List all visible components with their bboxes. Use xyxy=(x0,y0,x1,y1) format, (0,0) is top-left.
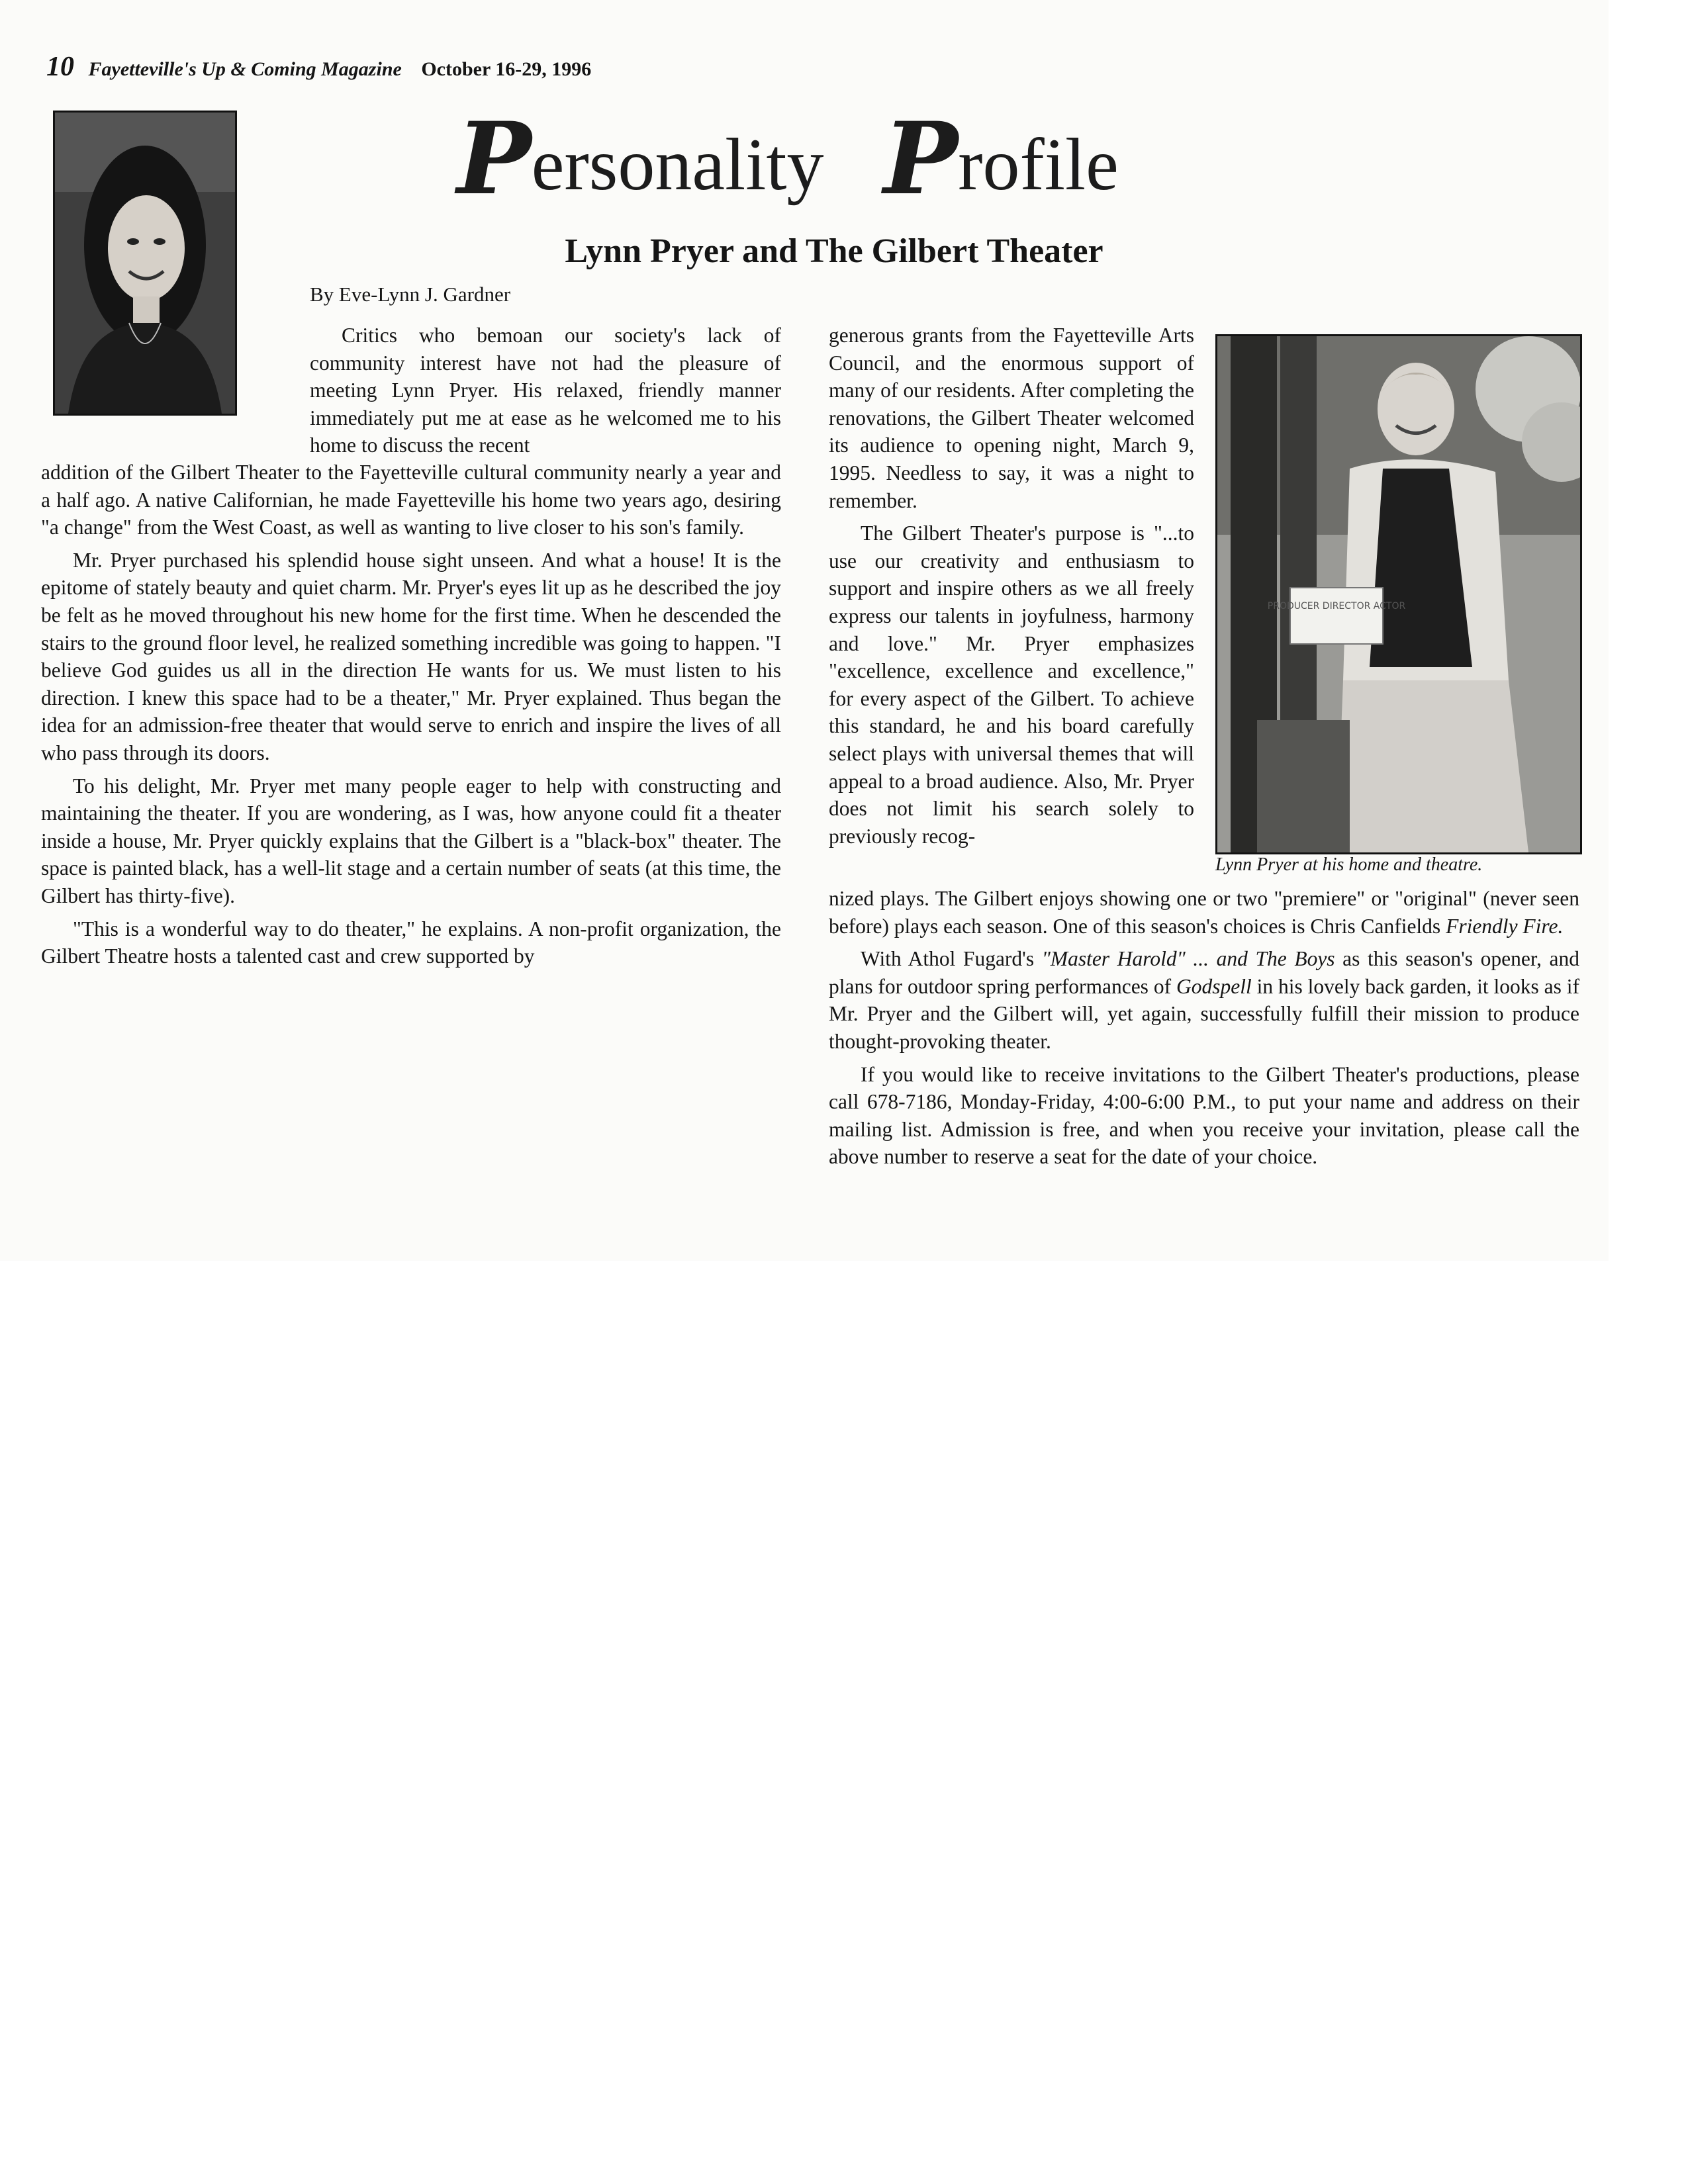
premiere-text: nized plays. The Gilbert enjoys showing one or two "premiere" or "original" (never seen before) plays each season. One of this season's choices is Chris Canfields xyxy=(829,887,1579,938)
section-title xyxy=(457,93,1211,225)
photo-caption: Lynn Pryer at his home and theatre. xyxy=(1215,854,1483,875)
season-text-c: as this season's opener, and plans for outdoor spring performances of xyxy=(829,947,1579,998)
masthead xyxy=(46,50,591,83)
issue-date: October 16-29, 1996 xyxy=(421,58,592,80)
paragraph-lead: Critics who bemoan our society's lack of community interest have not had the pleasure of meeting Lynn Pryer. His relaxed, friendly manner immediately put me at ease as he welcomed me to his home to discuss the recent xyxy=(310,324,781,457)
article-column-1 xyxy=(41,459,781,970)
paragraph-non-profit: "This is a wonderful way to do theater," he explains. A non-profit organization, the Gilbert Theatre hosts a talented cast and crew supported by xyxy=(41,917,781,968)
season-text-e: in his lovely back garden, it looks as if Mr. Pryer and the Gilbert will, yet again, successfully fulfill their mission to produce thought-provoking theater. xyxy=(829,974,1579,1053)
paragraph-lead-continued: addition of the Gilbert Theater to the Fayetteville cultural community nearly a year and a half ago. A native Californian, he made Fayetteville his home two years ago, desiring "a change" from the West Coast, as well as wanting to live closer to his son's family. xyxy=(41,461,781,539)
paragraph-premiere xyxy=(829,885,1579,940)
page-number: 10 xyxy=(46,52,74,82)
magazine-name: Fayetteville's Up & Coming Magazine xyxy=(88,58,402,80)
title-word-profile: rofile xyxy=(958,124,1119,206)
master-harold-title: "Master Harold" ... and The Boys xyxy=(1041,947,1335,971)
season-text-a: With Athol Fugard's xyxy=(861,947,1035,971)
sign-text: PRODUCER DIRECTOR ACTOR xyxy=(1267,601,1406,612)
paragraph-grants: generous grants from the Fayetteville Arts Council, and the enormous support of many of our residents. After completing the renovations, the Gilbert Theater welcomed its audience to opening night, March 9, 1995. Needless to say, it was a night to remember. xyxy=(829,324,1194,512)
article-lead-narrow xyxy=(310,322,781,459)
paragraph-house: Mr. Pryer purchased his splendid house sight unseen. And what a house! It is the epitome of stately beauty and quiet charm. Mr. Pryer's eyes lit up as he described the joy be felt as he moved throughout his new home for the first time. When he descended the stairs to the ground floor level, he realized something incredible was going to happen. "I believe God guides us all in the direction He wants for us. We must listen to his direction. I knew this space had to be a theater," Mr. Pryer explained. Thus began the idea for an admission-free theater that would serve to enrich and inspire the lives of all who pass through its doors. xyxy=(41,548,781,764)
byline: By Eve-Lynn J. Gardner xyxy=(310,283,511,306)
title-initial-p: P xyxy=(457,101,532,217)
paragraph-black-box: To his delight, Mr. Pryer met many people eager to help with constructing and maintaining the theater. If you are wondering, as I was, how anyone could fit a theater inside a house, Mr. Pryer quickly explains that the Gilbert is a "black-box" theater. The space is painted black, has a well-lit stage and a certain number of seats (at this time, the Gilbert has thirty-five). xyxy=(41,774,781,907)
article-subtitle: Lynn Pryer and The Gilbert Theater xyxy=(565,232,1103,270)
author-photo xyxy=(53,111,237,416)
paragraph-season xyxy=(829,945,1579,1055)
friendly-fire-title: Friendly Fire. xyxy=(1446,914,1564,938)
godspell-title: Godspell xyxy=(1176,974,1252,998)
paragraph-invitations: If you would like to receive invitations to the Gilbert Theater's productions, please call 678-7186, Monday-Friday, 4:00-6:00 P.M., to put your name and address on their mailing list. Admission is free, and when you receive your invitation, please call the above number to reserve a seat for the date of your choice. xyxy=(829,1062,1579,1169)
article-column-2-narrow xyxy=(829,322,1194,850)
article-column-2-wide xyxy=(829,885,1579,1171)
paragraph-purpose: The Gilbert Theater's purpose is "...to use our creativity and enthusiasm to support and inspire others as we all freely express our talents in joyfulness, harmony and love." Mr. Pryer emphasizes "excellence, excellence and excellence," for every aspect of the Gilbert. To achieve this standard, he and his board carefully select plays with universal themes that will appeal to a broad audience. Also, Mr. Pryer does not limit his search solely to previously recog- xyxy=(829,522,1194,848)
pryer-photo xyxy=(1215,334,1582,854)
title-word-personality: ersonality xyxy=(531,124,824,206)
title-initial-p-2: P xyxy=(883,101,959,217)
